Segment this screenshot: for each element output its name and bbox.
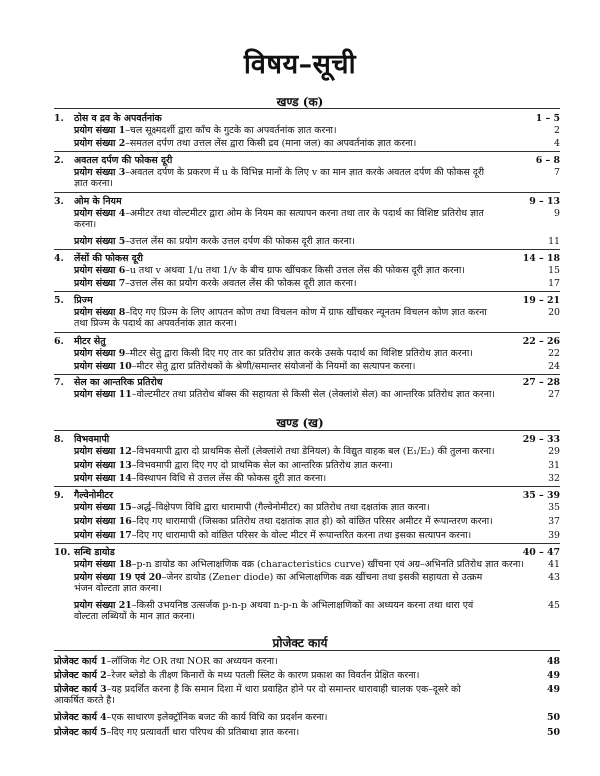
- experiment-text: –उत्तल लेंस का प्रयोग करके अवतल लेंस की फोकस दूरी ज्ञात करना।: [125, 278, 357, 289]
- chapter-pages: 6 – 8: [535, 155, 560, 166]
- section-heading-projects: प्रोजेक्ट कार्य: [272, 636, 328, 650]
- experiment-text: –p-n डायोड का अभिलाक्षणिक वक्र (characteristics curve) खींचना एवं अग्र–अभिनति प्रतिरोध ज्ञात करना।: [131, 559, 524, 570]
- chapter-number: 1.: [54, 113, 64, 124]
- experiment-page: 39: [548, 530, 560, 541]
- experiment-page: 9: [554, 208, 560, 219]
- experiment-page: 20: [548, 307, 560, 318]
- divider: [54, 374, 560, 375]
- experiment-label: प्रयोग संख्या 13: [74, 460, 132, 471]
- chapter-number: 7.: [54, 377, 64, 388]
- experiment-text: –मीटर सेतु द्वारा प्रतिरोधकों के श्रेणी/समान्तर संयोजनों के नियमों का सत्यापन करना।: [131, 361, 416, 372]
- experiment-label: प्रयोग संख्या 9: [74, 348, 126, 359]
- divider: [54, 543, 560, 544]
- chapter-pages: 1 – 5: [535, 113, 560, 124]
- divider: [54, 332, 560, 333]
- divider: [54, 430, 560, 431]
- experiment-label: प्रयोग संख्या 8: [74, 307, 126, 318]
- project-text: –एक साधारण इलेक्ट्रॉनिक बजट की कार्य विधि का प्रदर्शन करना।: [106, 712, 328, 723]
- experiment-text: –दिए गए प्रिज्म के लिए आपतन कोण तथा विचलन कोण में ग्राफ खींचकर न्यूनतम विचलन कोण ज्ञात करना तथा प्रिज्म के पदार्थ का अपवर्तनांक ज्ञात करना।: [74, 307, 487, 329]
- experiment-text: –विभवमापी द्वारा दिए गए दो प्राथमिक सेल का आन्तरिक प्रतिरोध ज्ञात करना।: [131, 460, 393, 471]
- experiment-page: 35: [548, 502, 560, 513]
- experiment-label: प्रयोग संख्या 19 एवं 20: [74, 572, 162, 583]
- experiment-text: –समतल दर्पण तथा उत्तल लेंस द्वारा किसी द्रव (माना जल) का अपवर्तनांक ज्ञात करना।: [125, 138, 417, 149]
- experiment-label: प्रयोग संख्या 6: [74, 265, 126, 276]
- experiment-label: प्रयोग संख्या 4: [74, 208, 126, 219]
- experiment-label: प्रयोग संख्या 10: [74, 361, 132, 372]
- experiment-page: 2: [554, 125, 560, 136]
- experiment-label: प्रयोग संख्या 15: [74, 502, 132, 513]
- chapter-title: लेंसों की फोकस दूरी: [74, 253, 143, 264]
- chapter-pages: 22 – 26: [522, 336, 560, 347]
- experiment-page: 41: [548, 559, 560, 570]
- chapter-pages: 29 – 33: [522, 434, 560, 445]
- chapter-title: सन्धि डायोड: [74, 547, 115, 558]
- experiment-text: –वोल्टमीटर तथा प्रतिरोध बॉक्स की सहायता से किसी सेल (लेक्लांशे सेल) का आन्तरिक प्रतिरोध ज्ञात करना।: [131, 389, 495, 400]
- experiment-page: 27: [548, 389, 560, 400]
- page-title: विषय–सूची: [243, 49, 357, 80]
- project-label: प्रोजेक्ट कार्य 2: [54, 670, 107, 681]
- experiment-text: –किसी उभयनिष्ठ उत्सर्जक p-n-p अथवा n-p-n के अभिलाक्षणिकों का अध्ययन करना तथा धारा एवं वोल्टता लब्धियों के मान ज्ञात करना।: [74, 600, 474, 622]
- experiment-text: –दिए गए धारामापी को वांछित परिसर के वोल्ट मीटर में रूपान्तरित करना तथा इसका सत्यापन करना।: [131, 530, 472, 541]
- experiment-label: प्रयोग संख्या 16: [74, 516, 132, 527]
- experiment-label: प्रयोग संख्या 2: [74, 138, 126, 149]
- experiment-label: प्रयोग संख्या 5: [74, 236, 126, 247]
- chapter-title: अवतल दर्पण की फोकस दूरी: [74, 155, 173, 166]
- project-page: 49: [546, 684, 560, 695]
- experiment-text: –मीटर सेतु द्वारा किसी दिए गए तार का प्रतिरोध ज्ञात करके उसके पदार्थ का विशिष्ट प्रतिरोध ज्ञात करना।: [125, 348, 473, 359]
- experiment-page: 43: [548, 572, 560, 583]
- chapter-pages: 35 – 39: [522, 490, 560, 501]
- experiment-label: प्रयोग संख्या 11: [74, 389, 132, 400]
- section-heading-b: खण्ड (ख): [276, 416, 324, 430]
- experiment-text: –उत्तल लेंस का प्रयोग करके उत्तल दर्पण की फोकस दूरी ज्ञात करना।: [125, 236, 355, 247]
- experiment-label: प्रयोग संख्या 1: [74, 125, 126, 136]
- experiment-label: प्रयोग संख्या 7: [74, 278, 126, 289]
- experiment-text: –विस्थापन विधि से उत्तल लेंस की फोकस दूरी ज्ञात करना।: [131, 473, 327, 484]
- chapter-number: 3.: [54, 196, 64, 207]
- project-page: 49: [546, 670, 560, 681]
- chapter-pages: 14 – 18: [522, 253, 560, 264]
- experiment-text: –चल सूक्ष्मदर्शी द्वारा काँच के गुटके का अपवर्तनांक ज्ञात करना।: [125, 125, 337, 136]
- chapter-title: ठोस व द्रव के अपवर्तनांक: [74, 113, 162, 124]
- project-text: –यह प्रदर्शित करना है कि समान दिशा में धारा प्रवाहित होने पर दो समान्तर धारावाही चालक एक–दूसरे को आकर्षित करते है।: [54, 684, 461, 706]
- experiment-page: 31: [548, 460, 560, 471]
- project-page: 50: [546, 727, 560, 738]
- divider: [54, 249, 560, 250]
- chapter-number: 5.: [54, 295, 64, 306]
- project-text: –रेजर ब्लेडो के तीक्ष्ण किनारों के मध्य पतली स्लिट के कारण प्रकाश का विवर्तन प्रेक्षित करना।: [106, 670, 420, 681]
- project-page: 48: [546, 656, 560, 667]
- chapter-number: 9.: [54, 490, 64, 501]
- chapter-number: 4.: [54, 253, 64, 264]
- experiment-page: 11: [548, 236, 560, 247]
- chapter-number: 6.: [54, 336, 64, 347]
- chapter-pages: 9 – 13: [529, 196, 560, 207]
- experiment-page: 22: [548, 348, 560, 359]
- chapter-title: प्रिज्म: [74, 295, 93, 306]
- chapter-title: गैल्वेनोमीटर: [74, 490, 113, 501]
- project-page: 50: [546, 712, 560, 723]
- experiment-page: 4: [554, 138, 560, 149]
- project-label: प्रोजेक्ट कार्य 5: [54, 727, 107, 738]
- experiment-text: –u तथा v अथवा 1/u तथा 1/v के बीच ग्राफ खींचकर किसी उत्तल लेंस की फोकस दूरी ज्ञात करना।: [125, 265, 465, 276]
- divider: [54, 650, 560, 651]
- chapter-number: 8.: [54, 434, 64, 445]
- chapter-title: ओम के नियम: [74, 196, 122, 207]
- project-label: प्रोजेक्ट कार्य 3: [54, 684, 107, 695]
- experiment-page: 29: [548, 446, 560, 457]
- experiment-page: 15: [548, 265, 560, 276]
- chapter-pages: 19 – 21: [522, 295, 560, 306]
- experiment-label: प्रयोग संख्या 21: [74, 600, 132, 611]
- experiment-label: प्रयोग संख्या 17: [74, 530, 132, 541]
- experiment-text: –विभवमापी द्वारा दो प्राथमिक सेलों (लेक्लांशे तथा डेनियल) के विद्युत वाहक बल (E₁/E₂) की तुलना करना।: [131, 446, 495, 457]
- project-label: प्रोजेक्ट कार्य 1: [54, 656, 107, 667]
- experiment-page: 45: [548, 600, 560, 611]
- experiment-page: 24: [548, 361, 560, 372]
- experiment-label: प्रयोग संख्या 3: [74, 167, 126, 178]
- chapter-title: विभवमापी: [74, 434, 110, 445]
- chapter-number: 10.: [54, 547, 71, 558]
- chapter-title: सेल का आन्तरिक प्रतिरोध: [74, 377, 163, 388]
- experiment-page: 7: [554, 167, 560, 178]
- experiment-page: 32: [548, 473, 560, 484]
- divider: [54, 192, 560, 193]
- experiment-text: –अवतल दर्पण के प्रकरण में u के विभिन्न मानों के लिए v का मान ज्ञात करके अवतल दर्पण की फोकस दूरी ज्ञात करना।: [74, 167, 485, 189]
- chapter-number: 2.: [54, 155, 64, 166]
- divider: [54, 108, 560, 109]
- divider: [54, 291, 560, 292]
- experiment-text: –दिए गए धारामापी (जिसका प्रतिरोध तथा दक्षतांक ज्ञात हो) को वांछित परिसर अमीटर में रूपान्तरण करना।: [131, 516, 493, 527]
- experiment-label: प्रयोग संख्या 12: [74, 446, 132, 457]
- section-heading-a: खण्ड (क): [276, 95, 324, 109]
- experiment-page: 17: [548, 278, 560, 289]
- project-label: प्रोजेक्ट कार्य 4: [54, 712, 107, 723]
- project-text: –दिए गए प्रत्यावर्ती धारा परिपथ की प्रतिबाधा ज्ञात करना।: [106, 727, 300, 738]
- chapter-pages: 40 – 47: [522, 547, 560, 558]
- experiment-text: –अमीटर तथा वोल्टमीटर द्वारा ओम के नियम का सत्यापन करना तथा तार के पदार्थ का विशिष्ट प्रतिरोध ज्ञात करना।: [74, 208, 484, 230]
- experiment-label: प्रयोग संख्या 18: [74, 559, 132, 570]
- chapter-title: मीटर सेतु: [74, 336, 106, 347]
- divider: [54, 486, 560, 487]
- experiment-page: 37: [548, 516, 560, 527]
- chapter-pages: 27 – 28: [522, 377, 560, 388]
- experiment-text: –अर्द्ध–विक्षेपण विधि द्वारा धारामापी (गैल्वेनोमीटर) का प्रतिरोध तथा दक्षतांक ज्ञात करना।: [131, 502, 430, 513]
- divider: [54, 151, 560, 152]
- experiment-label: प्रयोग संख्या 14: [74, 473, 132, 484]
- experiment-text: –जेनर डायोड (Zener diode) का अभिलाक्षणिक वक्र खींचना तथा इसकी सहायता से उत्क्रम भंजन वोल्टता ज्ञात करना।: [74, 572, 483, 594]
- project-text: –लॉजिक गेट OR तथा NOR का अध्ययन करना।: [106, 656, 278, 667]
